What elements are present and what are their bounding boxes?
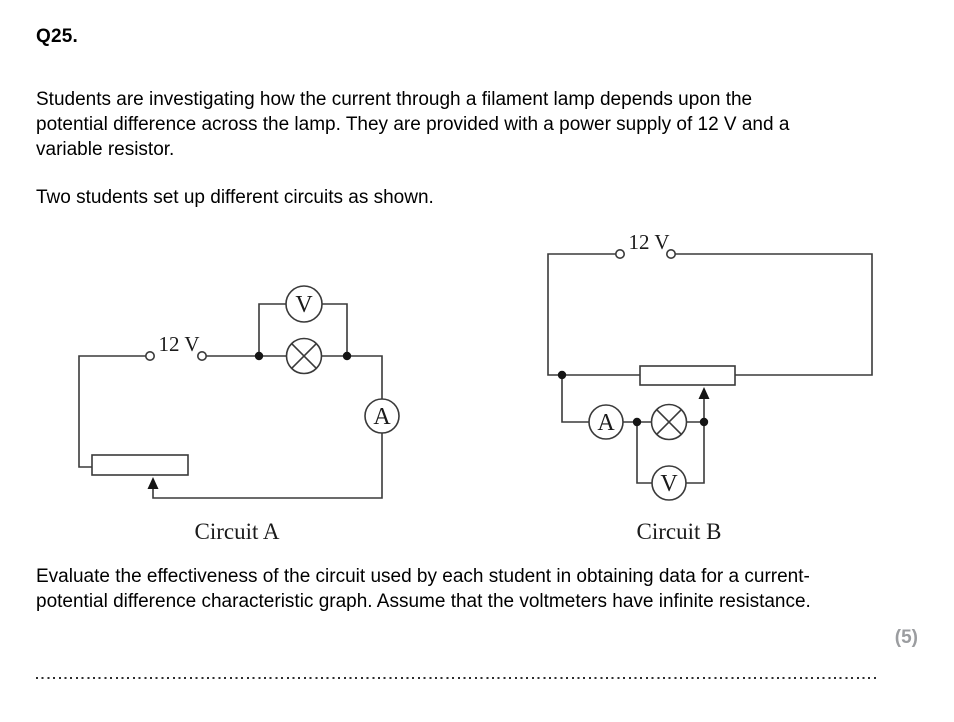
supply-voltage-label: 12 V <box>158 332 200 356</box>
wire <box>322 356 383 399</box>
wire <box>675 254 872 375</box>
wire <box>637 422 652 483</box>
evaluate-line-2: potential difference characteristic graph. Assume that the voltmeters have infinite resistance. <box>36 591 811 612</box>
voltmeter-letter: V <box>660 471 678 497</box>
ammeter-letter: A <box>597 410 615 436</box>
circuit-a-caption: Circuit A <box>194 519 280 544</box>
variable-resistor-symbol <box>92 455 188 475</box>
evaluate-line-1: Evaluate the effectiveness of the circuit used by each student in obtaining data for a current- <box>36 566 810 587</box>
junction-dot <box>343 352 351 360</box>
wire <box>79 356 146 467</box>
circuit-b-wires <box>548 250 872 500</box>
intro-line-3: variable resistor. <box>36 139 175 160</box>
circuit-a-wires <box>79 286 399 498</box>
circuit-a-diagram <box>50 275 420 547</box>
potentiometer-symbol <box>640 366 735 385</box>
supply-terminal-icon <box>616 250 624 258</box>
wiper-arrow-icon <box>148 477 159 489</box>
dotted-answer-line[interactable] <box>36 677 877 679</box>
circuit-b-caption: Circuit B <box>636 519 722 544</box>
junction-dot <box>633 418 641 426</box>
intro-line-1: Students are investigating how the current through a filament lamp depends upon the <box>36 89 753 110</box>
ammeter-letter: A <box>373 404 391 430</box>
wiper-arrow-icon <box>699 387 710 399</box>
junction-dot <box>700 418 708 426</box>
wire <box>562 375 589 422</box>
evaluate-paragraph <box>36 564 811 614</box>
question-number: Q25. <box>36 26 78 47</box>
wire <box>687 398 705 422</box>
supply-terminal-icon <box>146 352 154 360</box>
junction-dot <box>255 352 263 360</box>
marks-badge: (5) <box>894 627 918 648</box>
circuit-b-diagram <box>535 225 954 550</box>
junction-dot <box>558 371 566 379</box>
voltmeter-letter: V <box>295 292 313 318</box>
wire <box>548 254 640 375</box>
intro-paragraph <box>36 87 789 162</box>
wire <box>322 304 347 356</box>
supply-voltage-label: 12 V <box>628 230 670 254</box>
setup-sentence: Two students set up different circuits as shown. <box>36 187 434 208</box>
wire <box>259 304 286 356</box>
intro-line-2: potential difference across the lamp. They are provided with a power supply of 12 V and a <box>36 114 790 135</box>
wire <box>686 422 704 483</box>
